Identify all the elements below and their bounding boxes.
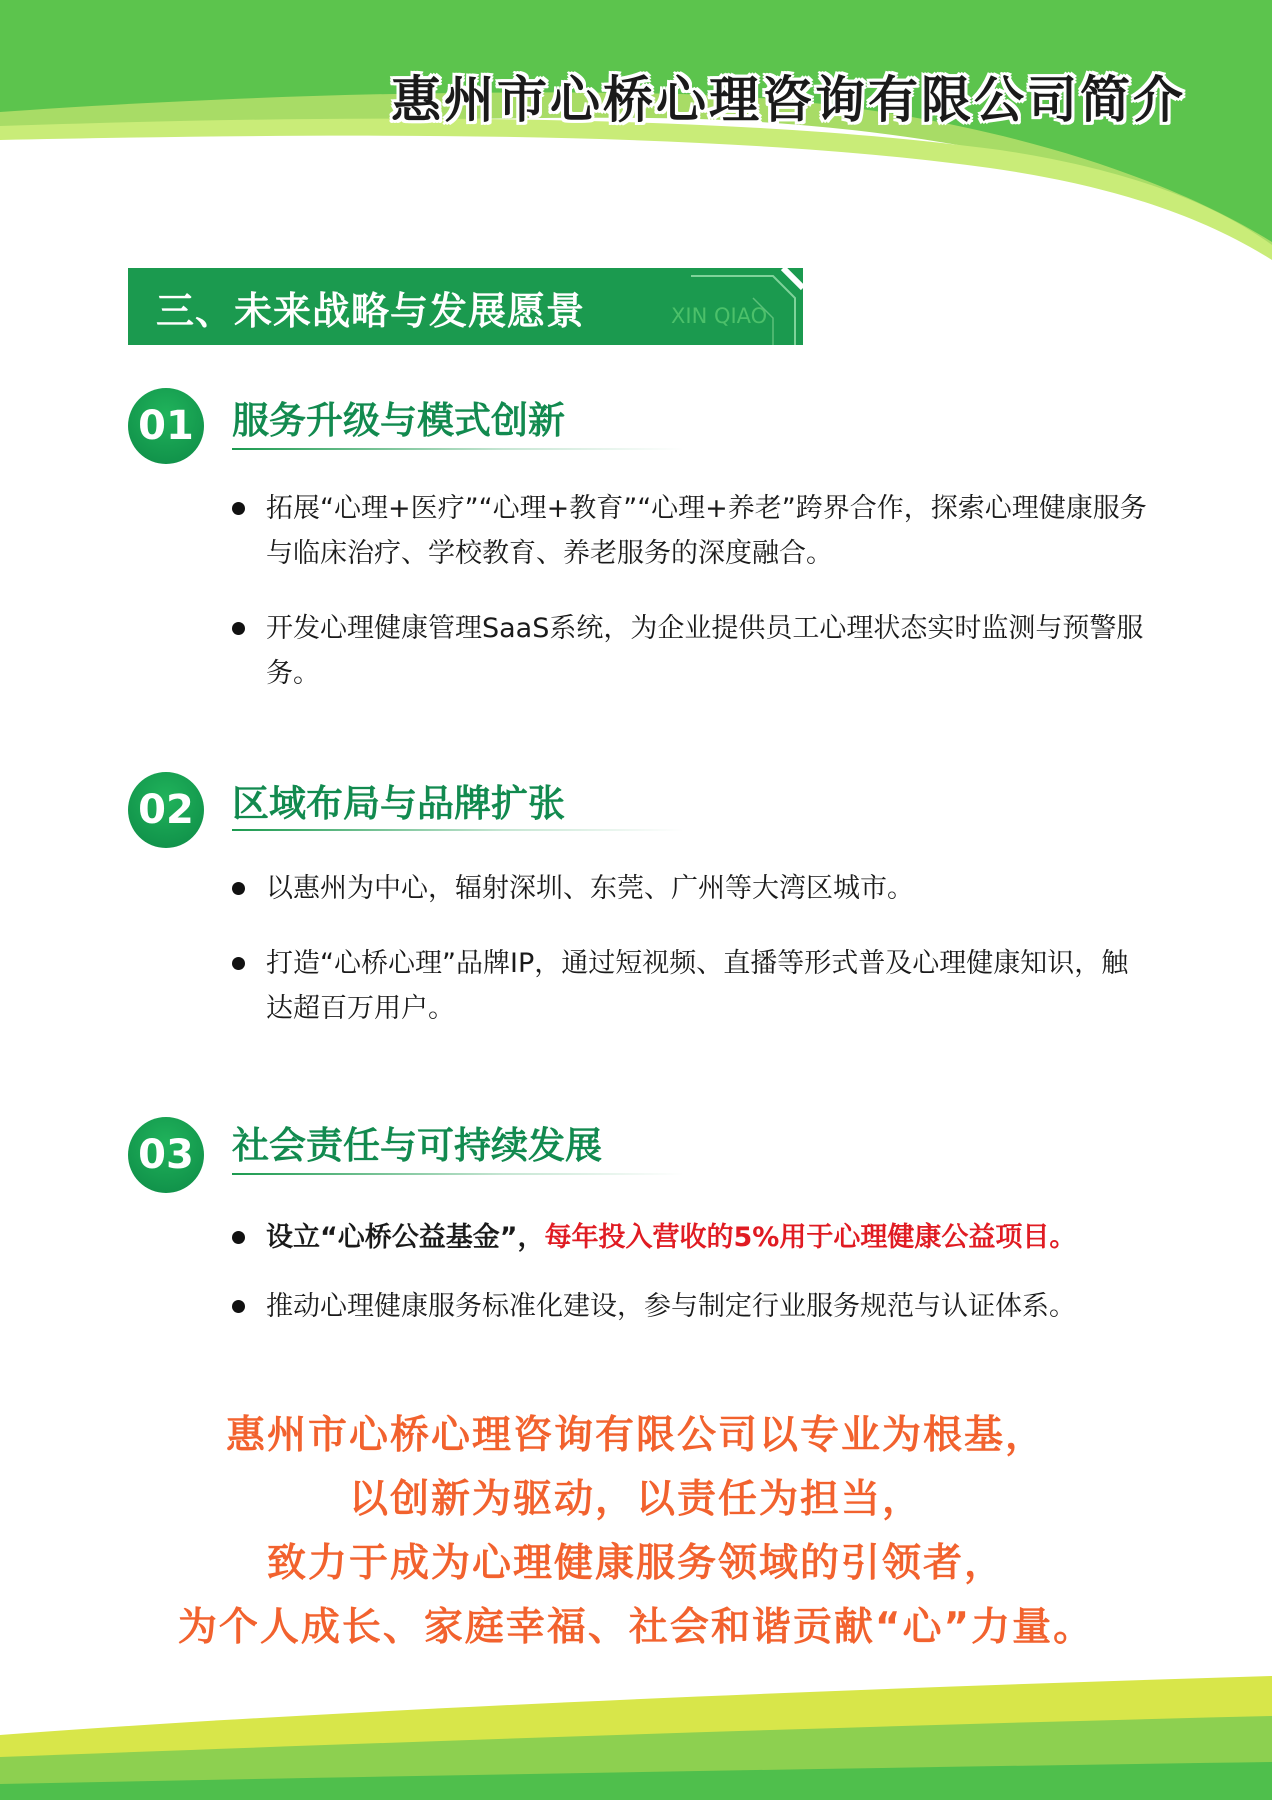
list-item xyxy=(232,941,1154,1031)
section-title: 社会责任与可持续发展 xyxy=(232,1124,602,1167)
section-underline xyxy=(232,448,684,450)
list-item-text: 推动心理健康服务标准化建设，参与制定行业服务规范与认证体系。 xyxy=(266,1291,1076,1322)
bullet-dot xyxy=(232,957,245,970)
list-item xyxy=(232,866,1154,911)
section-title: 区域布局与品牌扩张 xyxy=(232,782,565,825)
banner-title: 三、未来战略与发展愿景 xyxy=(156,289,586,333)
closing-line: 惠州市心桥心理咨询有限公司以专业为根基， xyxy=(225,1413,1046,1458)
section-underline xyxy=(232,1173,684,1175)
list-item xyxy=(232,1284,1154,1329)
section-title: 服务升级与模式创新 xyxy=(232,399,565,442)
bullet-dot xyxy=(232,1300,245,1313)
list-item xyxy=(232,486,1154,576)
closing-line: 为个人成长、家庭幸福、社会和谐贡献“心”力量。 xyxy=(177,1605,1095,1650)
bullet-dot xyxy=(232,622,245,635)
list-item-highlight: 每年投入营收的5%用于心理健康公益项目。 xyxy=(544,1222,1077,1253)
section-underline xyxy=(232,829,684,831)
bullet-dot xyxy=(232,882,245,895)
closing-line: 以创新为驱动，以责任为担当， xyxy=(348,1477,923,1522)
section-number-badge: 02 xyxy=(128,772,204,848)
list-item xyxy=(232,606,1154,696)
banner-corner-decoration xyxy=(683,268,803,345)
list-item-text: 开发心理健康管理SaaS系统，为企业提供员工心理状态实时监测与预警服务。 xyxy=(266,613,1144,689)
list-item-text: 以惠州为中心，辐射深圳、东莞、广州等大湾区城市。 xyxy=(266,873,914,904)
list-item-text: 设立“心桥公益基金”， xyxy=(266,1222,545,1253)
bullet-dot xyxy=(232,502,245,515)
bullet-dot xyxy=(232,1231,245,1244)
section-banner xyxy=(128,268,803,345)
document-title: 惠州市心桥心理咨询有限公司简介 xyxy=(391,71,1186,129)
section-number-badge: 03 xyxy=(128,1117,204,1193)
list-item-text: 拓展“心理+医疗”“心理+教育”“心理+养老”跨界合作，探索心理健康服务与临床治疗、学校教育、养老服务的深度融合。 xyxy=(266,493,1147,569)
closing-line: 致力于成为心理健康服务领域的引领者， xyxy=(266,1541,1005,1586)
section-number-badge: 01 xyxy=(128,388,204,464)
list-item xyxy=(232,1215,1154,1260)
list-item-text: 打造“心桥心理”品牌IP，通过短视频、直播等形式普及心理健康知识，触达超百万用户。 xyxy=(266,948,1129,1024)
banner-watermark: XIN QIAO xyxy=(671,304,768,328)
